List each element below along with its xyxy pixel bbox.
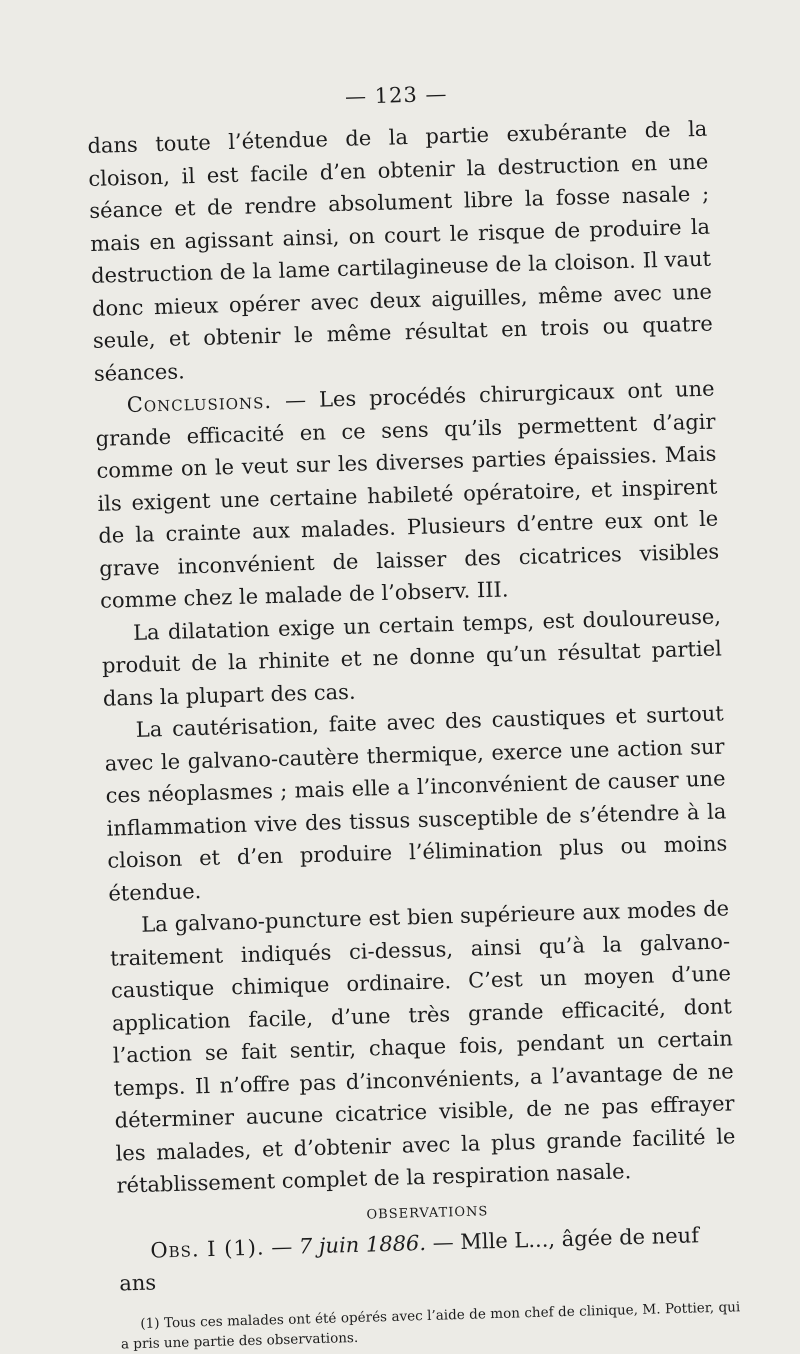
section-heading: OBSERVATIONS (366, 1203, 489, 1223)
observation-date: 7 juin 1886. (298, 1230, 427, 1258)
footnote: (1) Tous ces malades ont été opérés avec l’aide de mon chef de clinique, M. Pottier, qui a pris une partie des observations. (120, 1298, 741, 1353)
conclusions-lead: Conclusions. (126, 388, 273, 417)
paragraph-dilatation (101, 600, 723, 715)
observation-rest: — Mlle L..., âgée de neuf ans (118, 1222, 700, 1296)
paragraph-galvano-puncture (109, 892, 737, 1202)
paragraph-text: dans toute l’étendue de la partie exubérante de la cloison, il est facile d’en obtenir la destruction en une séance et de rendre absolument libre la fosse nasale ; mais en agissant ainsi, on court le risque de produire la destruction de la lame cartilagineuse de la cloison. Il vaut donc mieux opérer avec deux aiguilles, même avec une seule, et obtenir le même résultat en trois ou quatre séances. (87, 116, 714, 386)
paragraph-conclusions (94, 373, 720, 618)
paragraph-text: La dilatation exige un certain temps, est douloureuse, produit de la rhinite et ne donne qu’un résultat partiel dans la plupart des cas. (101, 603, 723, 711)
observation-label: Obs. I (1). (150, 1234, 265, 1263)
observation-dash: — (264, 1234, 300, 1259)
paragraph-continuation (87, 113, 714, 390)
paragraph-text: La galvano-puncture est bien supérieure aux modes de traitement indiqués ci-dessus, ainsi qu’à la galvano-caustique chimique ordinaire. C’est un moyen d’une application facile, d’une très grande efficacité, dont l’action se fait sentir, chaque fois, pendant un certain temps. Il n’offre pas d’inconvénients, a l’avantage de ne déterminer aucune cicatrice visible, de ne pas effrayer les malades, et d’obtenir avec la plus grande facilité le rétablissement complet de la respiration nasale. (109, 896, 736, 1198)
paragraph-text: La cautérisation, faite avec des caustiques et surtout avec le galvano-cautère thermique, exerce une action sur ces néoplasmes ; mais elle a l’inconvénient de causer une inflammation vive des tissus susceptible de s’étendre à la cloison et d’en produire l’élimination plus ou moins étendue. (104, 701, 728, 906)
text-block (86, 75, 741, 1354)
page-number: — 123 — (344, 81, 448, 109)
observation-line (118, 1218, 740, 1300)
paragraph-cauterisation (103, 697, 728, 909)
paragraph-text: — Les procédés chirurgicaux ont une grande efficacité en ce sens qu’ils permettent d’agir comme on le veut sur les diverses parties épaissies. Mais ils exigent une certaine habileté opératoire, et inspirent de la crainte aux malades. Plusieurs d’entre eux ont le grave inconvénient de laisser des cicatrices visibles comme chez le malade de l’observ. III. (95, 376, 720, 613)
